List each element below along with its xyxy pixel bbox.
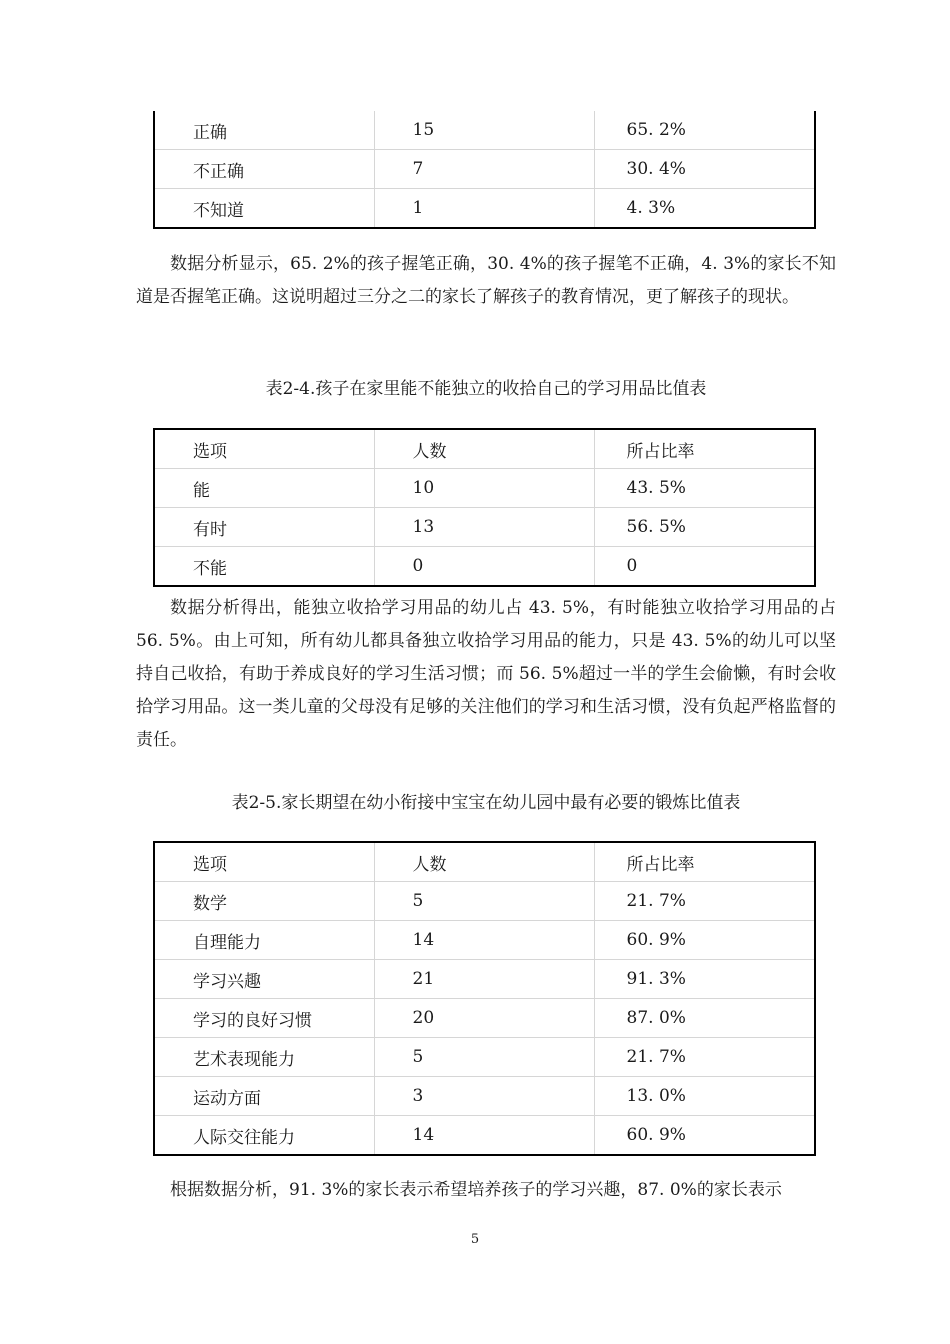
table-row <box>154 1038 815 1077</box>
table-2-5 <box>153 841 816 1156</box>
cell-option: 不能 <box>154 547 374 587</box>
cell-count: 14 <box>374 1116 594 1156</box>
cell-option: 有时 <box>154 508 374 547</box>
cell-ratio: 60. 9% <box>626 1125 686 1145</box>
table-row <box>154 921 815 960</box>
cell-count: 5 <box>374 1038 594 1077</box>
table-row <box>154 999 815 1038</box>
cell-ratio: 56. 5% <box>594 508 815 547</box>
cell-count: 5 <box>374 882 594 921</box>
cell-ratio: 65. 2% <box>594 111 815 150</box>
table-row <box>154 547 815 587</box>
header-ratio: 所占比率 <box>594 429 815 469</box>
table-caption-2-5: 表2-5.家长期望在幼小衔接中宝宝在幼儿园中最有必要的锻炼比值表 <box>231 793 741 813</box>
cell-count: 10 <box>374 469 594 508</box>
cell-ratio: 30. 4% <box>594 150 815 189</box>
paragraph-analysis-2: 数据分析得出，能独立收拾学习用品的幼儿占 43. 5%，有时能独立收拾学习用品的占 56. 5%。由上可知，所有幼儿都具备独立收拾学习用品的能力，只是 43. 5%的幼儿可以坚持自己收拾，有助于养成良好的学习生活习惯；而 56. 5%超过一半的学生会偷懒，有时会收拾学习用品。这一类儿童的父母没有足够的关注他们的学习和生活习惯，没有负起严格监督的责任。 <box>136 598 836 750</box>
cell-ratio: 13. 0% <box>594 1077 815 1116</box>
table-row <box>154 111 815 150</box>
cell-ratio: 21. 7% <box>594 1038 815 1077</box>
page-number: 5 <box>470 1232 480 1247</box>
cell-count: 20 <box>374 999 594 1038</box>
cell-option: 不正确 <box>154 150 374 189</box>
table-row <box>154 1116 815 1156</box>
table-row <box>154 469 815 508</box>
cell-option: 人际交往能力 <box>154 1116 374 1156</box>
cell-ratio: 43. 5% <box>594 469 815 508</box>
cell-ratio: 21. 7% <box>594 882 815 921</box>
paragraph-analysis-3: 根据数据分析，91. 3%的家长表示希望培养孩子的学习兴趣，87. 0%的家长表示 <box>170 1180 782 1200</box>
table-row <box>154 882 815 921</box>
cell-option: 自理能力 <box>154 921 374 960</box>
header-option: 选项 <box>154 429 374 469</box>
cell-option: 运动方面 <box>154 1077 374 1116</box>
cell-ratio: 60. 9% <box>594 921 815 960</box>
cell-count: 0 <box>374 547 594 587</box>
cell-option: 能 <box>154 469 374 508</box>
header-count: 人数 <box>374 429 594 469</box>
cell-count: 15 <box>374 111 594 150</box>
table-2-4 <box>153 428 816 587</box>
cell-ratio: 87. 0% <box>594 999 815 1038</box>
cell-option: 学习兴趣 <box>154 960 374 999</box>
cell-option: 数学 <box>154 882 374 921</box>
table-row <box>154 189 815 229</box>
cell-count: 21 <box>374 960 594 999</box>
cell-option: 不知道 <box>154 189 374 229</box>
table-header-row <box>154 842 815 882</box>
table-continued <box>153 111 816 229</box>
cell-ratio: 91. 3% <box>594 960 815 999</box>
cell-ratio: 0 <box>626 556 638 576</box>
table-row <box>154 508 815 547</box>
cell-ratio: 4. 3% <box>626 198 676 218</box>
header-count: 人数 <box>374 842 594 882</box>
cell-option: 正确 <box>154 111 374 150</box>
table-row <box>154 960 815 999</box>
cell-option: 学习的良好习惯 <box>154 999 374 1038</box>
cell-count: 13 <box>374 508 594 547</box>
cell-count: 1 <box>374 189 594 229</box>
table-caption-2-4: 表2-4.孩子在家里能不能独立的收拾自己的学习用品比值表 <box>265 379 707 399</box>
table-row <box>154 1077 815 1116</box>
table-row <box>154 150 815 189</box>
cell-count: 14 <box>374 921 594 960</box>
table-header-row <box>154 429 815 469</box>
header-ratio: 所占比率 <box>594 842 815 882</box>
header-option: 选项 <box>154 842 374 882</box>
cell-count: 7 <box>374 150 594 189</box>
paragraph-analysis-1: 数据分析显示，65. 2%的孩子握笔正确，30. 4%的孩子握笔不正确，4. 3%的家长不知道是否握笔正确。这说明超过三分之二的家长了解孩子的教育情况，更了解孩子的现状。 <box>136 254 836 307</box>
cell-count: 3 <box>374 1077 594 1116</box>
cell-option: 艺术表现能力 <box>154 1038 374 1077</box>
